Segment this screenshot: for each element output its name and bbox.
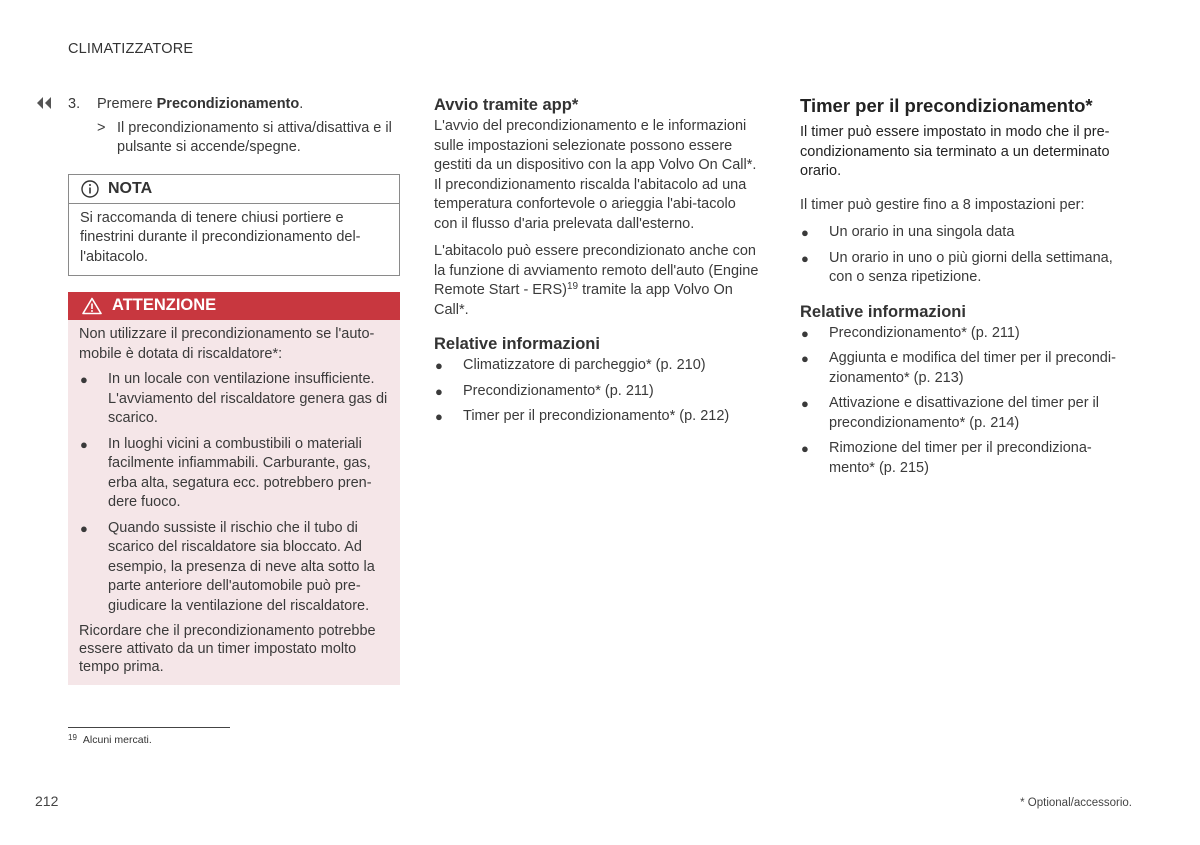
warning-list (79, 370, 390, 616)
bullet: ● (801, 250, 809, 266)
bullet: ● (801, 441, 809, 456)
related-link[interactable]: Aggiunta e modifica del timer per il precondi-zionamento* (p. 213) (829, 350, 1116, 386)
page-number: 212 (35, 793, 59, 809)
note-box (68, 174, 400, 277)
list-item[interactable] (434, 382, 760, 402)
step-prefix: Premere (97, 96, 157, 112)
list-item-text: In un locale con ventilazione insufficiente. L'avviamento del riscaldatore genera gas di scarico. (108, 371, 388, 426)
bullet: ● (80, 372, 88, 387)
warning-header (68, 292, 400, 320)
note-text: Si raccomanda di tenere chiusi portiere e finestrini durante il precondizionamento del-l'abitacolo. (80, 209, 361, 265)
list-item (800, 223, 1132, 243)
step-bold-label: Precondizionamento (156, 96, 300, 112)
related-heading: Relative informazioni (800, 302, 966, 321)
bullet: ● (435, 358, 443, 373)
step-suffix: . (299, 96, 304, 112)
footnote (68, 733, 152, 747)
section-heading-app: Avvio tramite app* (434, 96, 579, 114)
list-item[interactable] (434, 356, 760, 376)
warning-footer: Ricordare che il precondizionamento potrebbe essere attivato da un timer impostato molto tempo prima. (79, 623, 376, 675)
info-circle-icon (81, 180, 99, 198)
paragraph-text: tramite la app Volvo On Call*. (434, 282, 733, 318)
list-item[interactable] (800, 439, 1132, 478)
warning-box (68, 292, 400, 685)
section-heading-timer: Timer per il precondizionamento* (800, 95, 1093, 116)
list-item (79, 370, 390, 429)
optional-note: * Optional/accessorio. (1020, 797, 1132, 809)
step-3 (68, 95, 400, 115)
list-item[interactable] (800, 349, 1132, 388)
result-marker: > (97, 119, 106, 136)
related-link[interactable]: Climatizzatore di parcheggio* (p. 210) (463, 357, 706, 373)
list-item-text: Quando sussiste il rischio che il tubo di scarico del riscaldatore sia bloccato. Ad esempio, la presenza di neve alta sotto la parte anteriore dell'automobile può pre-giudicare la ventilazione del riscaldatore. (108, 519, 375, 614)
related-link[interactable]: Rimozione del timer per il precondiziona-mento* (p. 215) (829, 440, 1092, 476)
timer-options-list (800, 223, 1132, 288)
double-left-arrow-icon[interactable] (36, 96, 52, 110)
related-link[interactable]: Precondizionamento* (p. 211) (463, 382, 654, 399)
related-list (434, 356, 760, 427)
left-column (68, 95, 400, 685)
lead-paragraph: Il timer può essere impostato in modo che il pre-condizionamento sia terminato a un determinato orario. (800, 124, 1110, 179)
footnote-divider (68, 727, 230, 728)
section-header: CLIMATIZZATORE (68, 41, 194, 57)
list-item-text: Un orario in uno o più giorni della settimana, con o senza ripetizione. (829, 249, 1113, 285)
related-list (800, 324, 1132, 479)
list-item-text: Un orario in una singola data (829, 224, 1015, 240)
note-title: NOTA (108, 179, 153, 197)
paragraph: Il timer può gestire fino a 8 impostazioni per: (800, 196, 1085, 213)
list-item (79, 519, 390, 617)
paragraph-text: L'abitacolo può essere precondizionato anche con la funzione di avviamento remoto dell'auto (Engine Remote Start - ERS) (434, 243, 759, 298)
warning-triangle-icon (82, 297, 102, 315)
bullet: ● (435, 383, 443, 399)
list-item[interactable] (800, 324, 1132, 344)
middle-column (434, 95, 760, 437)
footnote-text: Alcuni mercati. (82, 734, 152, 746)
bullet: ● (801, 351, 809, 366)
right-column (800, 95, 1132, 488)
footnote-number: 19 (68, 733, 77, 742)
related-link[interactable]: Precondizionamento* (p. 211) (829, 324, 1020, 341)
bullet: ● (801, 396, 809, 411)
list-item-text: In luoghi vicini a combustibili o materiali facilmente infiammabili. Carburante, gas, erba alta, segatura ecc. potrebbero pren-dere fuoco. (108, 435, 372, 510)
bullet: ● (801, 225, 809, 240)
paragraph: L'avvio del precondizionamento e le informazioni sulle impostazioni selezionate possono essere gestiti da un dispositivo con la app Volvo On Call*. Il precondizionamento riscalda l'abitacolo ad una temperatura confortevole o arieggia l'abi-tacolo con il flusso d'aria prelevata dall'esterno. (434, 118, 757, 232)
bullet: ● (80, 520, 88, 536)
related-link[interactable]: Timer per il precondizionamento* (p. 212) (463, 408, 730, 424)
related-heading: Relative informazioni (434, 335, 600, 353)
result-text: Il precondizionamento si attiva/disattiva e il pulsante si accende/spegne. (117, 119, 392, 155)
bullet: ● (435, 409, 443, 424)
list-item[interactable] (434, 407, 760, 427)
list-item[interactable] (800, 394, 1132, 433)
paragraph (434, 242, 760, 320)
step-text (97, 95, 303, 115)
warning-title: ATTENZIONE (112, 296, 217, 315)
step-result (97, 119, 400, 158)
list-item (79, 435, 390, 513)
step-number: 3. (68, 96, 81, 112)
warning-body (68, 320, 400, 685)
bullet: ● (801, 325, 809, 341)
footnote-ref[interactable]: 19 (566, 281, 579, 292)
warning-intro: Non utilizzare il precondizionamento se l'auto-mobile è dotata di riscaldatore*: (79, 326, 375, 362)
bullet: ● (80, 436, 88, 452)
list-item (800, 249, 1132, 288)
note-header (69, 175, 399, 204)
related-link[interactable]: Attivazione e disattivazione del timer per il precondizionamento* (p. 214) (829, 395, 1099, 431)
